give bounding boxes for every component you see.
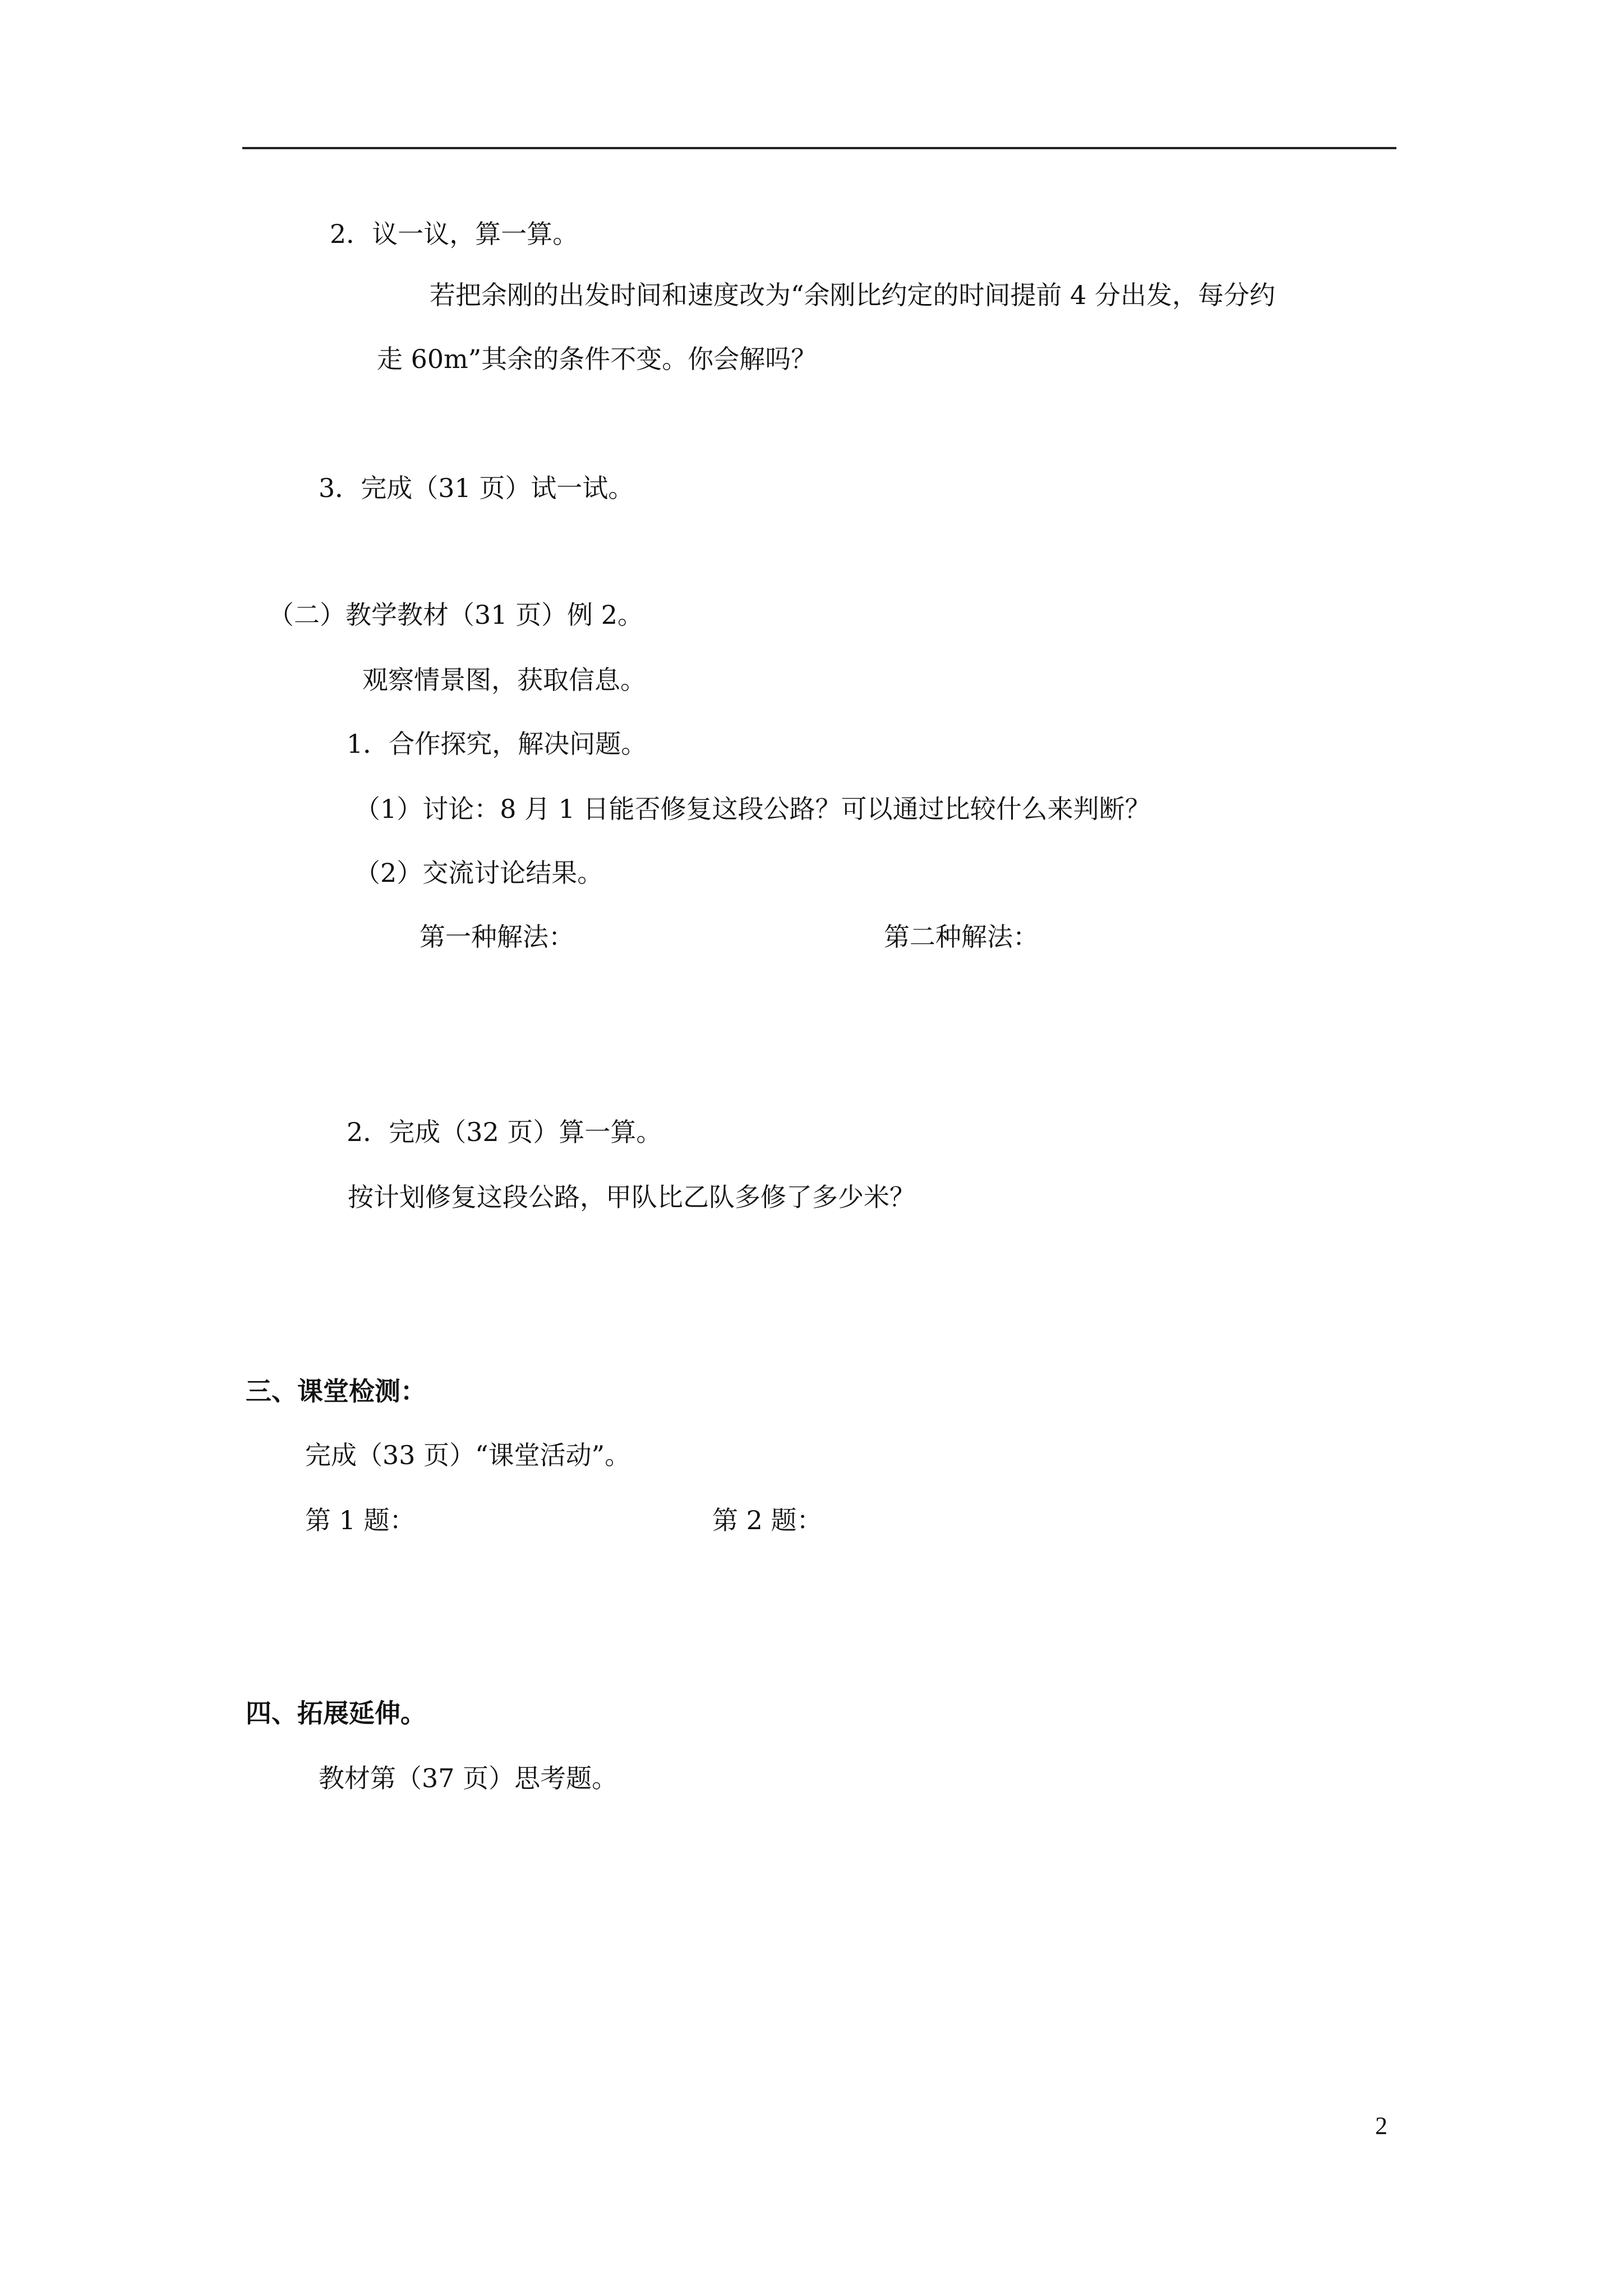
step-2-text-line2: 走 60m”其余的条件不变。你会解吗？ [377, 344, 817, 374]
method-2-label: 第二种解法： [884, 922, 1039, 952]
step-2-title: 2．议一议，算一算。 [330, 219, 579, 249]
section-san-heading: 三、课堂检测： [246, 1376, 426, 1406]
exchange-results: （2）交流讨论结果。 [354, 858, 603, 888]
method-1-label: 第一种解法： [419, 922, 574, 952]
coop-step-1: 1．合作探究，解决问题。 [347, 729, 647, 759]
section-si-heading: 四、拓展延伸。 [246, 1698, 426, 1728]
question-2-label: 第 2 题： [712, 1505, 823, 1535]
step-3-title: 3．完成（31 页）试一试。 [319, 473, 634, 503]
extension-task: 教材第（37 页）思考题。 [319, 1763, 618, 1793]
page-number: 2 [1375, 2112, 1387, 2139]
step-2-calc: 2．完成（32 页）算一算。 [347, 1117, 662, 1147]
header-rule [242, 147, 1396, 149]
discussion-question: （1）讨论：8 月 1 日能否修复这段公路？可以通过比较什么来判断？ [354, 794, 1151, 824]
road-repair-question: 按计划修复这段公路，甲队比乙队多修了多少米？ [348, 1182, 915, 1212]
question-1-label: 第 1 题： [305, 1505, 416, 1535]
step-2-text-line1: 若把余刚的出发时间和速度改为“余刚比约定的时间提前 4 分出发，每分约 [430, 280, 1276, 310]
section-er-title: （二）教学教材（31 页）例 2。 [268, 600, 644, 630]
observe-text: 观察情景图，获取信息。 [362, 665, 646, 695]
classroom-activity-task: 完成（33 页）“课堂活动”。 [305, 1440, 631, 1470]
